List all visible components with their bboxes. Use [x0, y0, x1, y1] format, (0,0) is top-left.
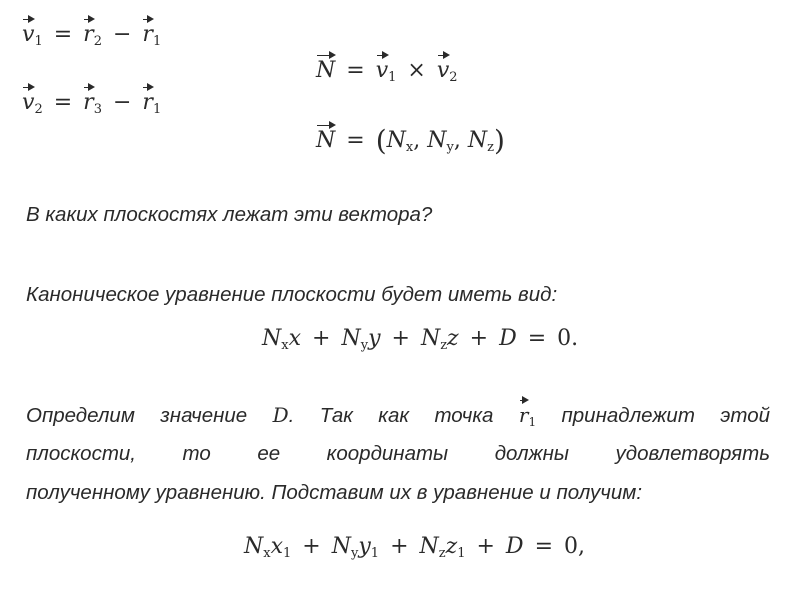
vector-r1: r — [142, 90, 153, 115]
vector-v1: v — [22, 22, 35, 47]
question-text: В каких плоскостях лежат эти вектора? — [26, 203, 433, 226]
formula-n-cross: $N = v_1 \times v_2$ — [316, 58, 458, 85]
vector-v1: v — [375, 58, 389, 83]
vector-v2: v — [436, 58, 450, 83]
vector-n: N — [316, 128, 336, 153]
formula-v1: $v_1 = r_2 - r_1$ — [22, 22, 162, 49]
vector-v2: v — [22, 90, 35, 115]
paragraph-line-2: плоскости, то ее координаты должны удовлетворять — [26, 442, 770, 465]
vector-r2: r — [83, 22, 94, 47]
paragraph-line-3: полученному уравнению. Подставим их в уравнение и получим: — [26, 481, 643, 504]
formula-plane-point-equation: $N_xx_1 + N_yy_1 + N_zz_1 + D = 0$, — [244, 534, 585, 561]
inline-d: D — [272, 403, 289, 427]
paragraph-line-1: Определим значение D. Так как точка $r_1$ принадлежит этой — [26, 403, 771, 429]
vector-r3: r — [83, 90, 94, 115]
vector-n: N — [316, 58, 336, 83]
formula-v2: $v_2 = r_3 - r_1$ — [22, 90, 162, 117]
vector-r1: r — [142, 22, 153, 47]
canonical-heading: Каноническое уравнение плоскости будет иметь вид: — [26, 283, 558, 306]
formula-plane-equation: $N_xx + N_yy + N_zz + D = 0$. — [262, 326, 579, 353]
inline-r1: $r_1$ — [518, 403, 537, 429]
formula-n-components: $N = (N_x$, $N_y$, $N_z$) — [316, 124, 505, 157]
